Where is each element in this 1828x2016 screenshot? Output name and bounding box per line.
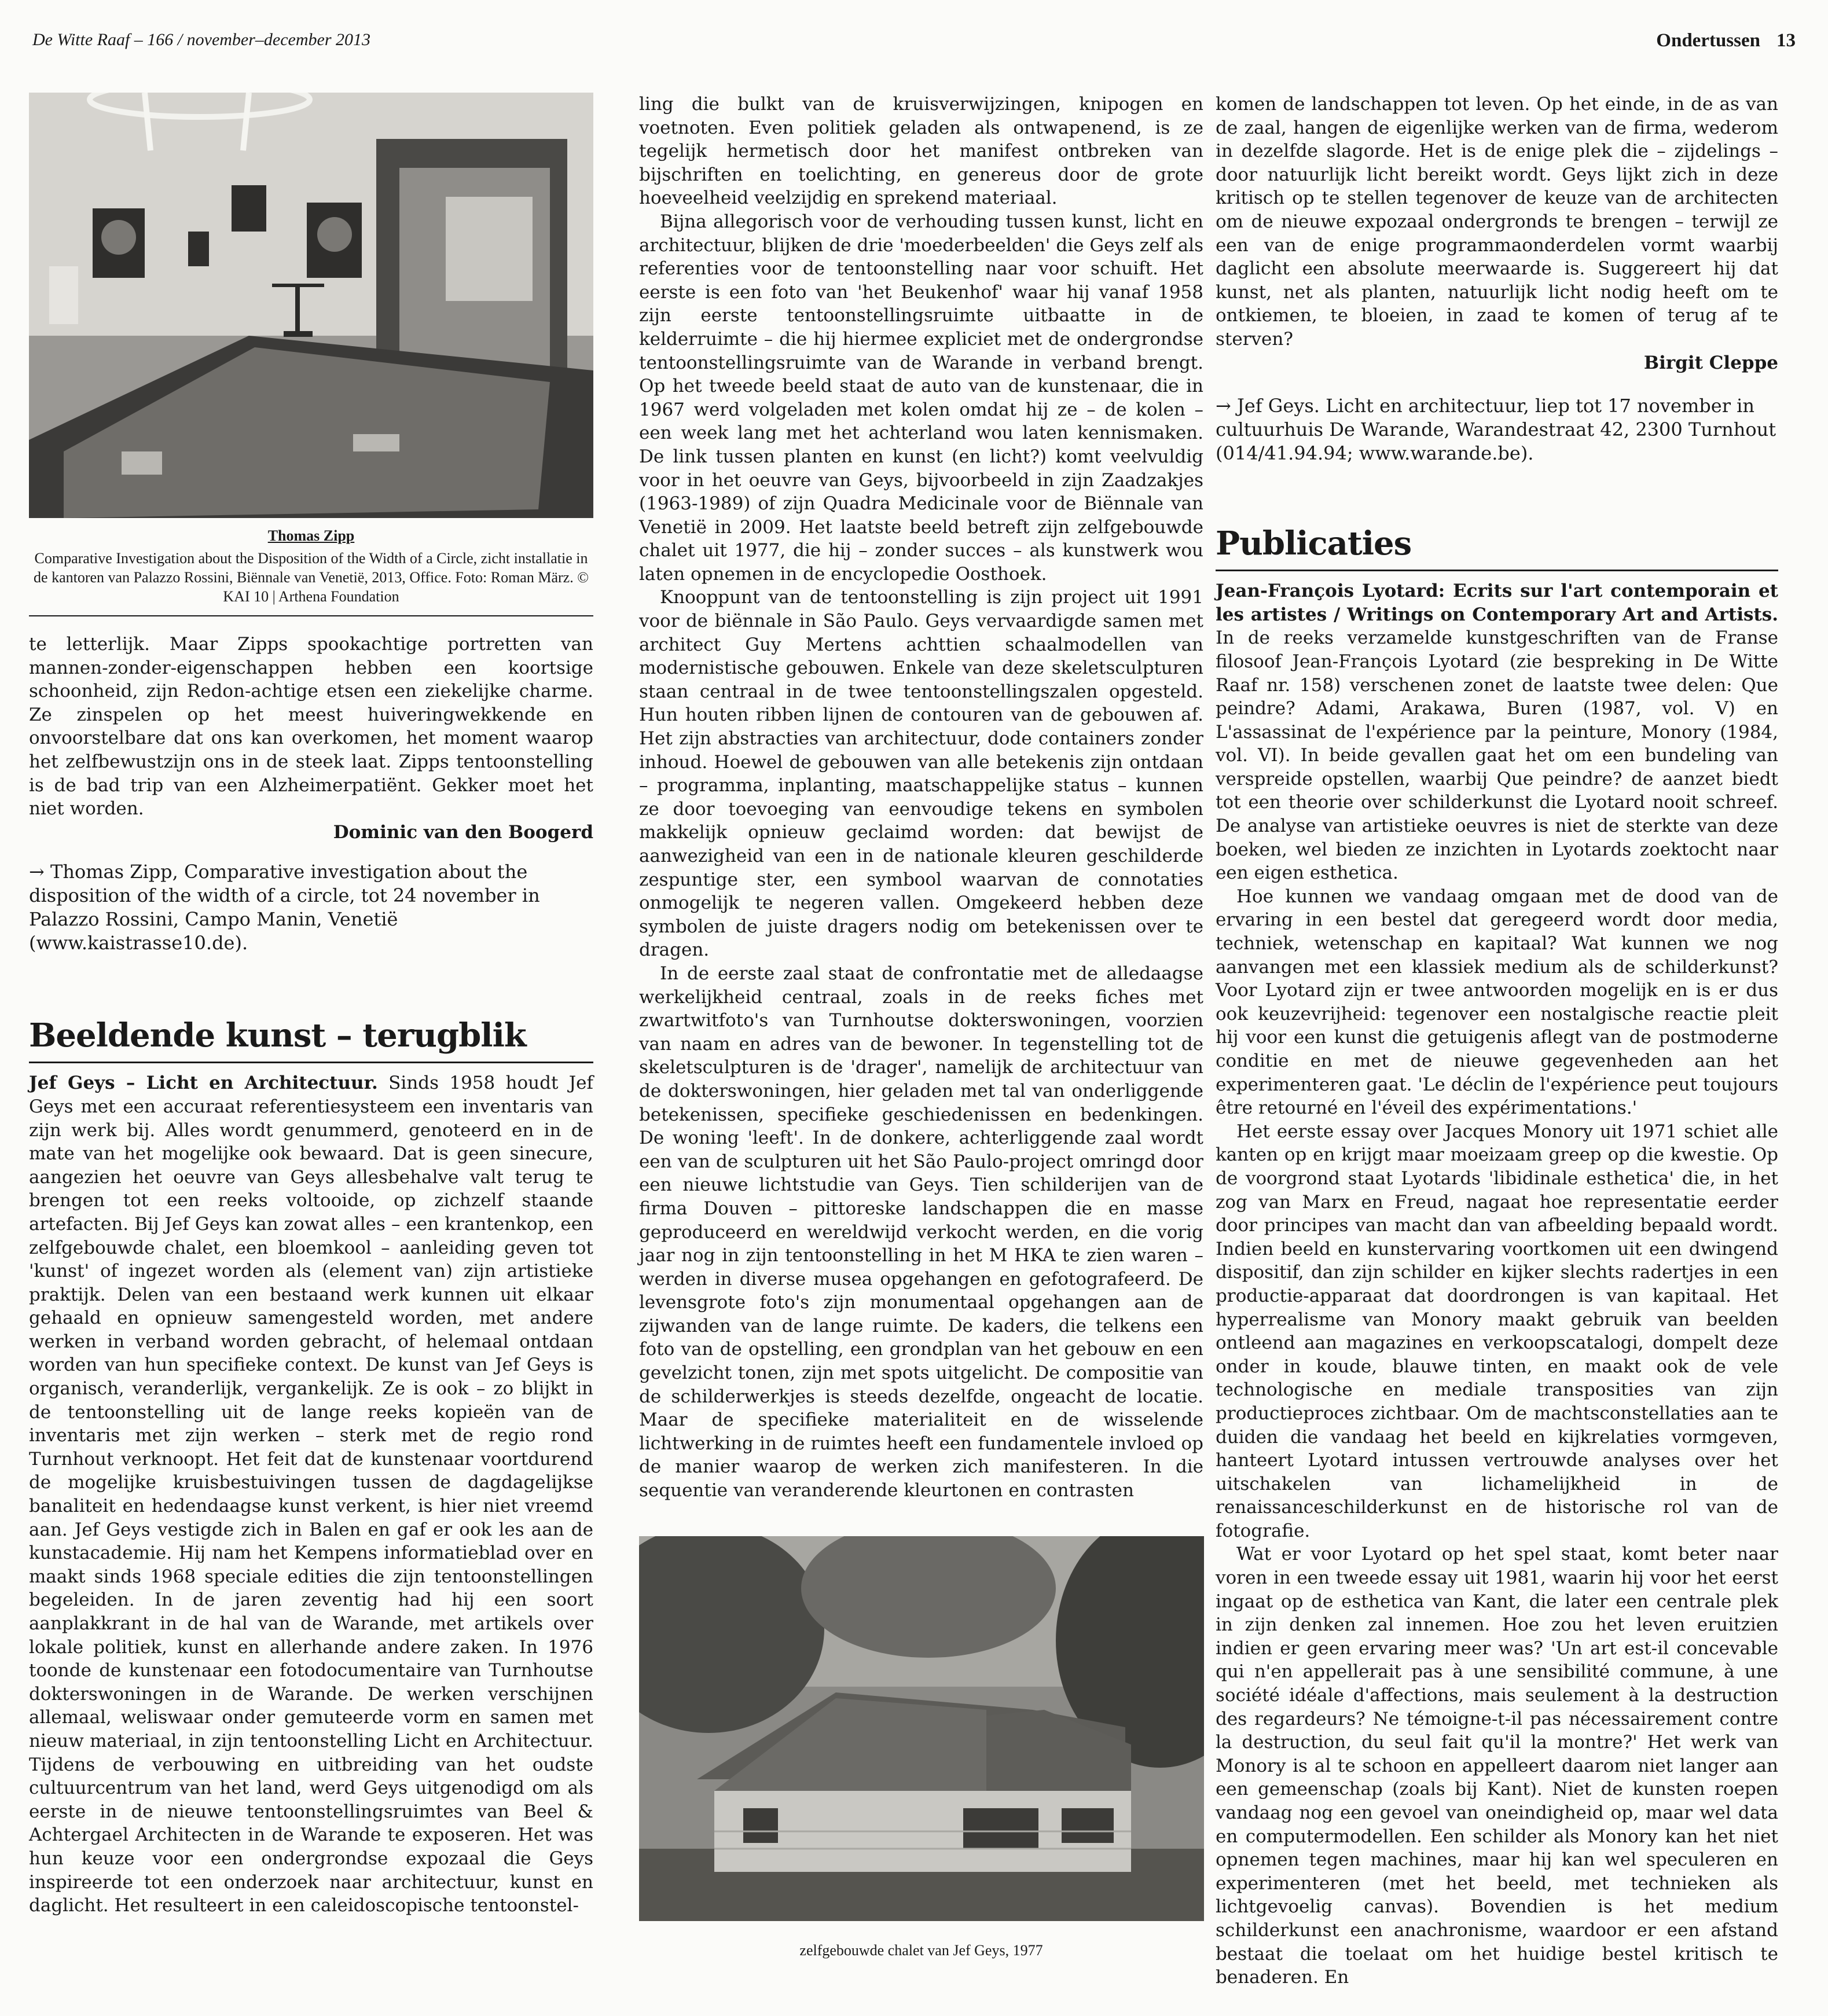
installation-photo — [29, 93, 593, 518]
lyotard-paragraph-2: Hoe kunnen we vandaag omgaan met de dood van de ervaring in een bestel dat geregeerd wordt door media, techniek, wetenschap en kapitaal? Wat kunnen we nog aanvangen met een klassiek medium als de schilderkunst? Voor Lyotard zijn er twee antwoorden mogelijk en is er dus ook keuzevrijheid: tegenover een nostalgische reactie pleit hij voor een kunst die getuigenis aflegt van de postmoderne conditie en met de nieuwe gegevenheden aan het experimenteren gaat. 'Le déclin de l'expérience peut toujours être retourné en l'éveil des expérimentations.' — [1216, 886, 1778, 1119]
publication-info: De Witte Raaf – 166 / november–december 2013 — [32, 30, 371, 49]
geys-note: → Jef Geys. Licht en architectuur, liep tot 17 november in cultuurhuis De Warande, Warandestraat 42, 2300 Turnhout (014/41.94.94; www.warande.be). — [1216, 395, 1776, 465]
col2-paragraph-3: Knooppunt van de tentoonstelling is zijn project uit 1991 voor de biënnale in São Paulo. Geys vervaardigde samen met architect Guy Mertens achttien schaalmodellen van modernistische gebouwen. Enkele van deze skeletsculpturen staan centraal in de twee tentoonstellingszalen opgesteld. Hun houten ribben lijnen de contouren van de gebouwen af. Het zijn abstracties van architectuur, dode containers zonder inhoud. Hoewel de gebouwen van alle betekenis zijn ontdaan – programma, inplanting, maatschappelijke status – kunnen ze door toevoeging van eenvoudige tekens en symbolen makkelijk opnieuw geclaimd worden: dat bewijst de aanwezigheid van een in de nationale kleuren geschilderde zespuntige ster, een symbool waarvan de connotaties onmogelijk te negeren vallen. Omgekeerd hebben deze symbolen de juiste dragers nodig om betekenissen over te dragen. — [639, 587, 1203, 961]
section-title-publicaties: Publicaties — [1216, 523, 1778, 571]
chalet-photo — [639, 1536, 1204, 1921]
col2-paragraph-4: In de eerste zaal staat de confrontatie met de alledaagse werkelijkheid centraal, zoals in de reeks fiches met zwartwitfoto's van Turnhoutse dokterswoningen, voorzien van naam en adres van de bewoner. In tegenstelling tot de skeletsculpturen is de 'drager', namelijk de architectuur van de dokterswoningen, hier geladen met tal van onderliggende betekenissen, specifieke geschiedenissen en bedenkingen. De woning 'leeft'. In de donkere, achterliggende zaal wordt een van de sculpturen uit het São Paulo-project omringd door een nieuwe lichtstudie van Geys. Tien schilderijen van de firma Douven – pittoreske landschappen die en masse geproduceerd en wereldwijd verkocht werden, en die vorig jaar nog in zijn tentoonstelling in het M HKA te zien waren – werden in diverse musea opgehangen en gefotografeerd. De levensgrote foto's zijn monumentaal opgehangen aan de zijwanden van de lange ruimte. De kaders, die telkens een foto van de opstelling, een grondplan van het gebouw en een gevelzicht tonen, zijn met spots uitgelicht. De compositie van de schilderwerkjes is steeds dezelfde, ongeacht de locatie. Maar de specifieke materialiteit en de wisselende lichtwerking in de ruimtes heeft een fundamentele invloed op de manier waarop de werken zich manifesteren. In die sequentie van veranderende kleurtonen en contrasten — [639, 963, 1203, 1501]
col2-paragraph-1: ling die bulkt van de kruisverwijzingen, knipogen en voetnoten. Even politiek geladen als ontwapenend, is ze tegelijk hermetisch door het manifest ontbreken van bijschriften en toelichting, en genereus door de grote hoeveelheid veelzijdig en sprekend materiaal. — [639, 94, 1203, 209]
col3-paragraph-1: komen de landschappen tot leven. Op het einde, in de as van de zaal, hangen de eigenlijke werken van de firma, wederom in dezelfde slagorde. Het is de enige plek die – zijdelings – door natuurlijk licht bereikt wordt. Geys lijkt zich in deze kritisch op te stellen tegenover de keuze van de architecten om de nieuwe expozaal ondergronds te brengen – terwijl ze een van de enige programmaonderdelen vormt waarbij daglicht een absolute meerwaarde is. Suggereert hij dat kunst, net als planten, natuurlijk licht nodig heeft om te ontkiemen, te bloeien, in zaad te komen of terug af te sterven? — [1216, 94, 1778, 350]
column-3 — [1216, 93, 1778, 1989]
lyotard-paragraph-4: Wat er voor Lyotard op het spel staat, komt beter naar voren in een tweede essay uit 1981, waarin hij voor het eerst ingaat op de esthetica van Kant, die later een centrale plek in zijn denken zal innemen. Hoe zou het leven eruitzien indien er geen ervaring meer was? 'Un art est-il concevable qui n'en appellerait pas à une sensibilité commune, à une société idéale d'affections, mais seulement à la destruction des regardeurs? Ne témoigne-t-il pas nécessairement contre la destruction, du seul fait qu'il la montre?' Het werk van Monory is al te schoon en appelleert daarom niet langer aan een gemeenschap (zoals bij Kant). Niet de kunsten roepen vandaag nog een gevoel van oneindigheid op, maar wel data en computermodellen. Een schilder als Monory kan het niet opnemen tegen machines, maar hij kan wel speculeren en experimenteren (met het beeld, met technieken als lichtgevoelig canvas). Bovendien is het medium schilderkunst een anachronisme, waardoor er een afstand bestaat die toelaat om het huidige bestel kritisch te benaderen. En — [1216, 1544, 1778, 1988]
section-and-page — [1656, 30, 1796, 52]
column-1 — [29, 93, 593, 1918]
column-2 — [639, 93, 1203, 1959]
chalet-illustration — [639, 1536, 1204, 1921]
caption-text: Comparative Investigation about the Disposition of the Width of a Circle, zicht installatie in de kantoren van Palazzo Rossini, Biënnale van Venetië, 2013, Office. Foto: Roman März. © KAI 10 | Arthena Foundation — [34, 550, 589, 605]
zipp-author: Dominic van den Boogerd — [333, 821, 593, 843]
geys-text: Sinds 1958 houdt Jef Geys met een accuraat referentiesysteem een inventaris van zijn werk bij. Alles wordt genummerd, genoteerd en in de mate van het mogelijke ook bewaard. Dat is geen sinecure, aangezien het oeuvre van Geys allesbehalve valt terug te brengen tot een reeks voltooide, op zichzelf staande artefacten. Bij Jef Geys kan zowat alles – een krantenkop, een zelfgebouwde chalet, een bloemkool – aanleiding geven tot 'kunst' of ingezet worden als (element van) zijn artistieke praktijk. Delen van een bestaand werk kunnen uit elkaar gehaald en opnieuw samengesteld worden, met andere werken in verband worden gebracht, of helemaal ontdaan worden van hun specifieke context. De kunst van Jef Geys is organisch, veranderlijk, vergankelijk. Ze is ook – zo blijkt in de tentoonstelling uit de lange reeks kopieën van de inventaris met zijn werken – sterk met de regio rond Turnhout verknoopt. Het feit dat de kunstenaar voortdurend de mogelijke kruisbestuivingen tussen de dagdagelijkse banaliteit en hedendaagse kunst verkent, is hier niet vreemd aan. Jef Geys vestigde zich in Balen en gaf er ook les aan de kunstacademie. Hij nam het Kempens informatieblad over en maakt sinds 1968 speciale edities die zijn tentoonstellingen begeleiden. In de jaren zeventig had hij een soort aanplakkrant in de hal van de Warande, met artikels over lokale politiek, kunst en allerhande andere zaken. In 1976 toonde de kunstenaar een fotodocumentaire van Turnhoutse dokterswoningen in de Warande. De werken verschijnen allemaal, weliswaar onder gemuteerde vorm en samen met nieuw materiaal, in zijn tentoonstelling Licht en Architectuur. Tijdens de verbouwing en uitbreiding van het oudste cultuurcentrum van het land, werd Geys uitgenodigd om als eerste in de nieuwe tentoonstellingsruimtes van Beel & Achtergael Architecten in de Warande te exposeren. Het was hun keuze voor een ondergrondse expozaal die Geys inspireerde tot een onderzoek naar architectuur, kunst en daglicht. Het resulteert in een caleidoscopische tentoonstel- — [29, 1073, 593, 1916]
section-name: Ondertussen — [1656, 30, 1760, 51]
zipp-note: → Thomas Zipp, Comparative investigation about the disposition of the width of a circle, tot 24 november in Palazzo Rossini, Campo Manin, Venetië (www.kaistrasse10.de). — [29, 861, 540, 954]
lyotard-paragraph-1 — [1216, 579, 1778, 885]
geys-paragraph — [29, 1071, 593, 1917]
col3-author: Birgit Cleppe — [1643, 352, 1778, 373]
lyotard-text-1: In de reeks verzamelde kunstgeschriften van de Franse filosoof Jean-François Lyotard (zie bespreking in De Witte Raaf nr. 158) verschenen zonet de laatste twee delen: Que peindre? Adami, Arakawa, Buren (1987, vol. V) en L'assassinat de l'expérience par la peinture, Monory (1984, vol. VI). In beide gevallen gaat het om een bundeling van verspreide opstellen, waarbij Que peindre? de aanzet biedt tot een theorie over schilderkunst die Lyotard nooit schreef. De analyse van artistieke oeuvres is niet de sterkte van deze boeken, wel bieden ze inzichten in Lyotards zoektocht naar een eigen esthetica. — [1216, 627, 1778, 884]
lyotard-lead: Jean-François Lyotard: Ecrits sur l'art contemporain et les artistes / Writings on Contemporary Art and Artists. — [1216, 581, 1778, 625]
geys-lead: Jef Geys – Licht en Architectuur. — [29, 1073, 378, 1094]
section-title-terugblik: Beeldende kunst – terugblik — [29, 1015, 593, 1063]
chalet-caption: zelfgebouwde chalet van Jef Geys, 1977 — [799, 1941, 1043, 1959]
col2-paragraph-2: Bijna allegorisch voor de verhouding tussen kunst, licht en architectuur, blijken de drie 'moederbeelden' die Geys zelf als referenties voor de tentoonstelling naar voor schuift. Het eerste is een foto van 'het Beukenhof' waar hij vanaf 1958 zijn eerste tentoonstellingsruimte uitbaatte in de kelderruimte – die hij hiermee expliciet met de ondergrondse tentoonstellingsruimte van de Warande in verband brengt. Op het tweede beeld staat de auto van de kunstenaar, die in 1967 werd volgeladen met kolen omdat hij ze – de kolen – een week lang met het achterland wou laten kennismaken. De link tussen planten en kunst (en licht?) komt veelvuldig voor in het oeuvre van Geys, bijvoorbeeld in zijn Zaadzakjes (1963-1989) of zijn Quadra Medicinale voor de Biënnale van Venetië in 2009. Het laatste beeld betreft zijn zelfgebouwde chalet uit 1977, die hij – zonder succes – als kunstwerk wou laten opnemen in de encyclopedie Oosthoek. — [639, 211, 1203, 585]
running-head — [32, 30, 1796, 59]
office-room-illustration — [29, 93, 593, 518]
page-number: 13 — [1776, 30, 1796, 51]
photo-caption — [29, 526, 593, 606]
zipp-paragraph: te letterlijk. Maar Zipps spookachtige portretten van mannen-zonder-eigenschappen hebben een koortsige schoonheid, zijn Redon-achtige etsen een ziekelijke charme. Ze zinspelen op het meest huiveringwekkende en onvoorstelbare dat ons kan overkomen, het moment waarop het zelfbewustzijn ons in de steek laat. Zipps tentoonstelling is de bad trip van een Alzheimerpatiënt. Gekker moet het niet worden. — [29, 634, 593, 820]
caption-title: Thomas Zipp — [267, 527, 355, 544]
lyotard-paragraph-3: Het eerste essay over Jacques Monory uit 1971 schiet alle kanten op en krijgt maar moeizaam greep op die kwestie. Op de voorgrond staat Lyotards 'libidinale esthetica' die, in het zog van Marx en Freud, nagaat hoe representatie eerder door principes van macht dan van afbeelding bepaald wordt. Indien beeld en kunstervaring voortkomen uit een dwingend dispositif, dan zijn schilder en kijker slechts radertjes in een productie-apparaat dat doordrongen is van kapitaal. Het hyperrealisme van Monory maakt gebruik van beelden ontleend aan magazines en verkoopscatalogi, dompelt deze onder in koude, blauwe tinten, en maakt ook de vele technologische en mediale transposities van zijn productieproces zichtbaar. Om de machtsconstellaties aan te duiden die vandaag het beeld en kijkrelaties vormgeven, hanteert Lyotard intussen vertrouwde analyses over het uitschakelen van lichamelijkheid in de renaissanceschilderkunst en de historische rol van de fotografie. — [1216, 1121, 1778, 1541]
